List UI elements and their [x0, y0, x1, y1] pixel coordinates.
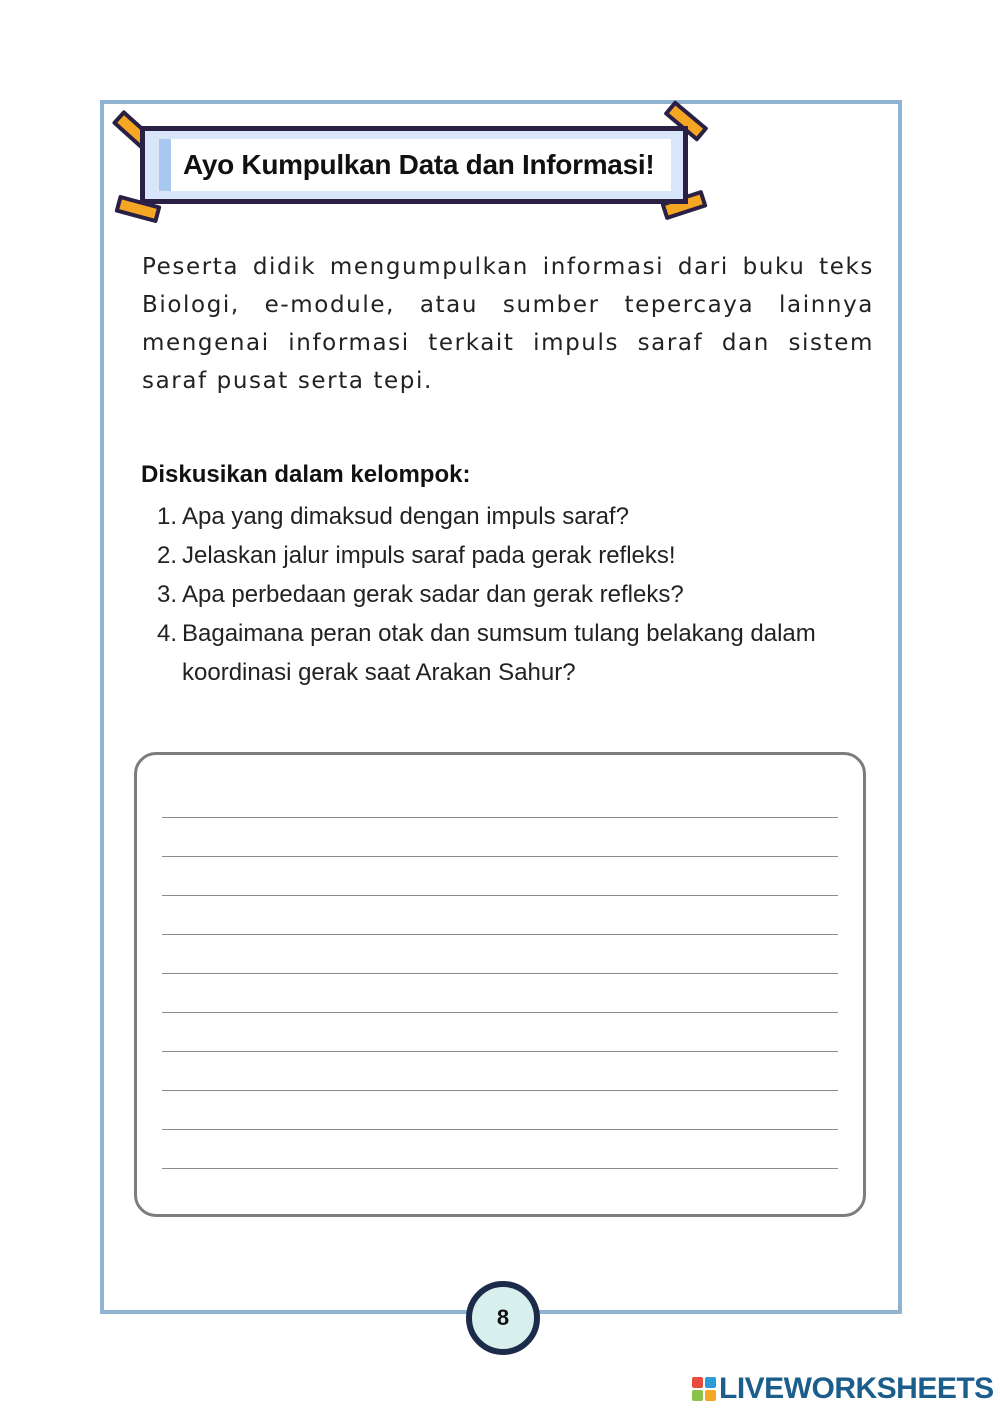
answer-line: [162, 1168, 838, 1169]
page-title: Ayo Kumpulkan Data dan Informasi!: [183, 149, 655, 180]
question-text: Bagaimana peran otak dan sumsum tulang belakang dalam koordinasi gerak saat Arakan Sahur?: [182, 620, 816, 686]
question-text: Jelaskan jalur impuls saraf pada gerak refleks!: [182, 542, 676, 569]
question-number: 4.: [157, 620, 178, 647]
question-text: Apa yang dimaksud dengan impuls saraf?: [182, 503, 629, 530]
discussion-heading: Diskusikan dalam kelompok:: [141, 461, 471, 488]
page-number-badge: [466, 1281, 540, 1355]
banner-box: [140, 126, 688, 204]
question-list: [141, 497, 881, 692]
question-number: 2.: [157, 542, 178, 569]
intro-paragraph: Peserta didik mengumpulkan informasi dari buku teks Biologi, e-module, atau sumber tepercaya lainnya mengenai informasi terkait impuls saraf dan sistem saraf pusat serta tepi.: [142, 254, 874, 394]
logo-tile: [692, 1377, 703, 1388]
question-item: [141, 575, 881, 614]
answer-line: [162, 1129, 838, 1130]
answer-line: [162, 1051, 838, 1052]
logo-tile: [692, 1390, 703, 1401]
answer-line: [162, 973, 838, 974]
question-item: [141, 614, 881, 692]
liveworksheets-brand: [692, 1372, 994, 1406]
question-item: [141, 536, 881, 575]
logo-tile: [705, 1390, 716, 1401]
answer-line: [162, 1012, 838, 1013]
logo-tile: [705, 1377, 716, 1388]
answer-line: [162, 934, 838, 935]
question-item: [141, 497, 881, 536]
answer-line: [162, 817, 838, 818]
question-text: Apa perbedaan gerak sadar dan gerak refleks?: [182, 581, 684, 608]
banner-inner: [159, 139, 671, 191]
brand-name: LIVEWORKSHEETS: [719, 1372, 994, 1405]
answer-line: [162, 895, 838, 896]
page-number: 8: [496, 1305, 510, 1330]
question-number: 3.: [157, 581, 178, 608]
liveworksheets-logo-icon: [692, 1377, 716, 1401]
answer-box[interactable]: [134, 752, 866, 1217]
question-number: 1.: [157, 503, 178, 530]
answer-line: [162, 856, 838, 857]
answer-line: [162, 1090, 838, 1091]
title-banner: [108, 100, 718, 230]
